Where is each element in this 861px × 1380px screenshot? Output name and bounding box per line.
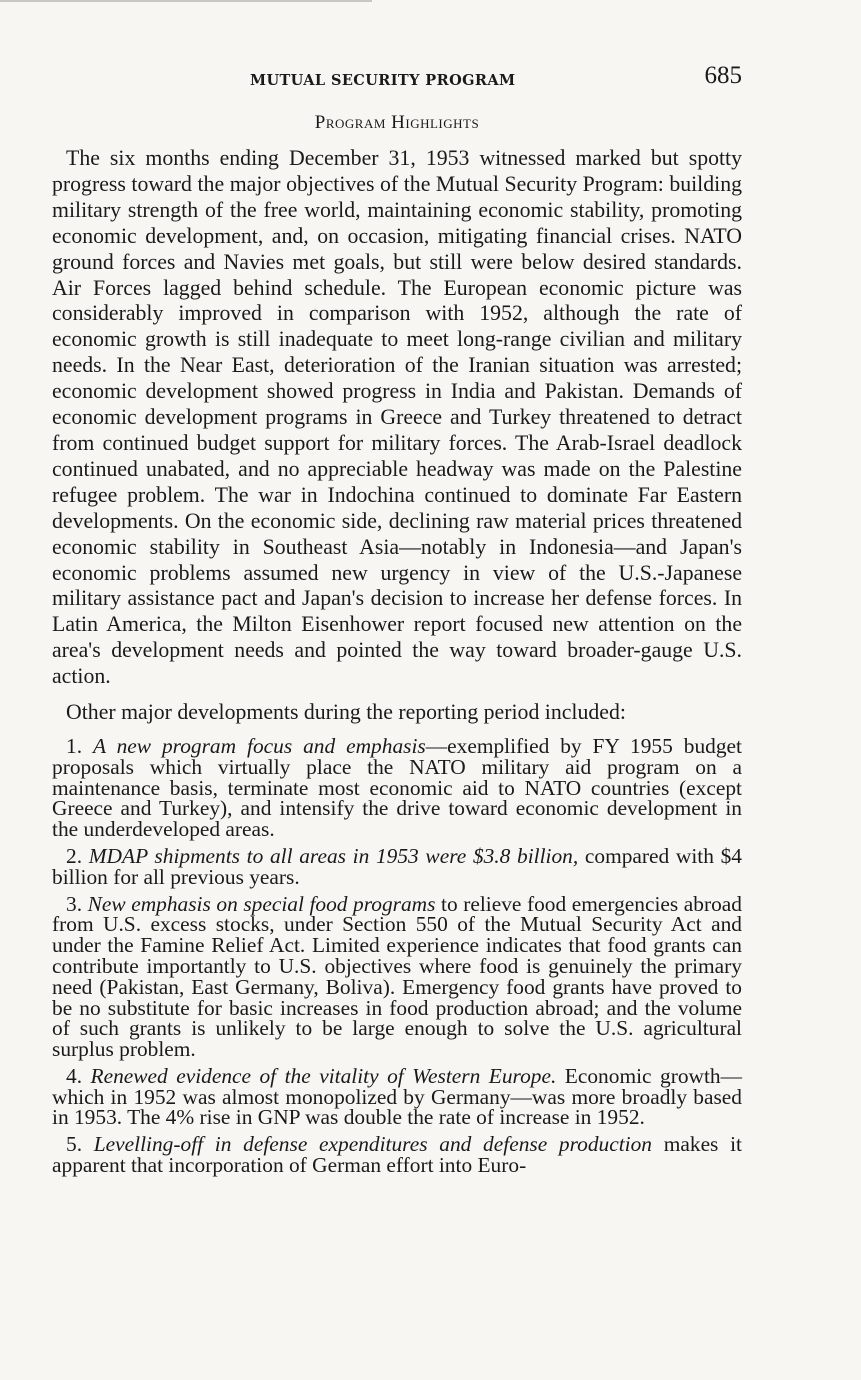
- top-rule: [0, 0, 372, 2]
- document-page: [52, 60, 742, 1182]
- item-emphasis: Renewed evidence of the vitality of Western Europe.: [90, 1063, 557, 1088]
- list-item: [52, 1063, 742, 1130]
- item-text: makes it apparent that incorporation of German effort into Euro-: [52, 1132, 742, 1178]
- item-text: to relieve food emergencies abroad from U.S. excess stocks, under Section 550 of the Mutual Security Act and under the Famine Relief Act. Limited experience indicates that food grants can contribute importantly to U.S. objectives where food is genuinely the primary need (Pakistan, East Germany, Boliva). Emergency food grants have proved to be no substitute for basic increases in food production abroad; and the volume of such grants is unlikely to be large enough to solve the U.S. agricultural surplus problem.: [52, 891, 742, 1062]
- page-number: 685: [704, 62, 742, 89]
- developments-list: [52, 733, 742, 1178]
- item-number: 4.: [66, 1063, 83, 1088]
- item-emphasis: MDAP shipments to all areas in 1953 were $3.8 billion,: [88, 843, 579, 868]
- running-head: [52, 60, 742, 94]
- item-number: 1.: [66, 733, 83, 758]
- item-text: compared with $4 billion for all previous years.: [52, 843, 742, 889]
- item-emphasis: Levelling-off in defense expenditures and defense production: [93, 1132, 653, 1157]
- list-item: [52, 1134, 742, 1176]
- lead-in-paragraph: Other major developments during the reporting period included:: [66, 700, 626, 725]
- intro-paragraph: The six months ending December 31, 1953 witnessed marked but spotty progress toward the major objectives of the Mutual Security Program: building military strength of the free world, maintaining economic stability, promoting economic development, and, on occasion, mitigating financial crises. NATO ground forces and Navies met goals, but still were below desired standards. Air Forces lagged behind schedule. The European economic picture was considerably improved in comparison with 1952, although the rate of economic growth is still inadequate to meet long-range civilian and military needs. In the Near East, deterioration of the Iranian situation was arrested; economic development showed progress in India and Pakistan. Demands of economic development programs in Greece and Turkey threatened to detract from continued budget support for military forces. The Arab-Israel deadlock continued unabated, and no appreciable headway was made on the Palestine refugee problem. The war in Indochina continued to dominate Far Eastern developments. On the economic side, declining raw material prices threatened economic stability in Southeast Asia—notably in Indonesia—and Japan's economic problems assumed new urgency in view of the U.S.-Japanese military assistance pact and Japan's decision to increase her defense forces. In Latin America, the Milton Eisenhower report focused new attention on the area's development needs and pointed the way toward broader-gauge U.S. action.: [52, 146, 742, 689]
- item-text: —exemplified by FY 1955 budget proposals which virtually place the NATO military aid program on a maintenance basis, terminate most economic aid to NATO countries (except Greece and Turkey), and intensify the drive toward economic development in the underdeveloped areas.: [52, 733, 742, 842]
- section-title: Program Highlights: [314, 112, 480, 133]
- running-title: MUTUAL SECURITY PROGRAM: [250, 72, 516, 89]
- list-item: [52, 733, 742, 842]
- item-number: 5.: [66, 1132, 83, 1157]
- list-item: [52, 843, 742, 889]
- list-item: [52, 891, 742, 1062]
- item-number: 3.: [66, 891, 83, 916]
- item-text: Economic growth—which in 1952 was almost monopolized by Germany—was more broadly based in 1953. The 4% rise in GNP was double the rate of increase in 1952.: [52, 1063, 742, 1130]
- item-number: 2.: [66, 843, 83, 868]
- item-emphasis: A new program focus and emphasis: [92, 733, 426, 758]
- item-emphasis: New emphasis on special food programs: [87, 891, 436, 916]
